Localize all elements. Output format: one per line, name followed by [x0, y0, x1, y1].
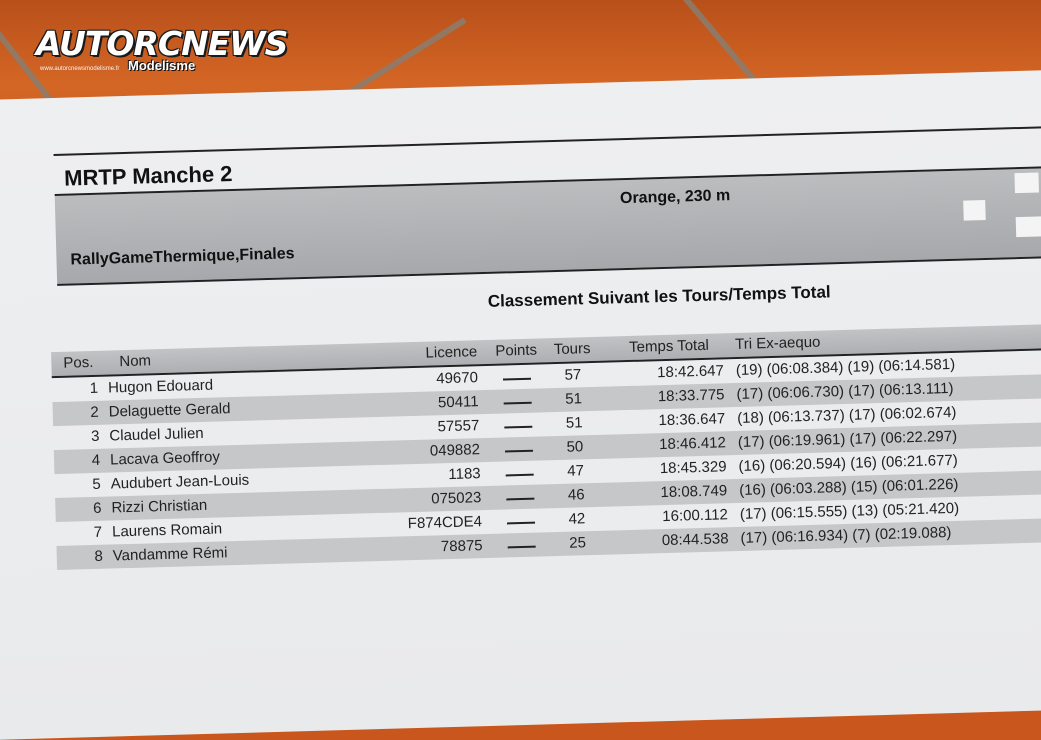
watermark-logo	[36, 24, 288, 79]
row-points-blank	[496, 511, 546, 529]
row-licence: F874CDE4	[407, 513, 483, 533]
row-tri-ex-aequo: (17) (06:16.934) (7) (02:19.088)	[740, 524, 952, 547]
row-licence: 1183	[448, 465, 481, 484]
row-tours: 51	[565, 414, 583, 432]
row-tri-ex-aequo: (17) (06:06.730) (17) (06:13.111)	[736, 379, 954, 403]
row-temps-total: 16:00.112	[662, 506, 729, 526]
row-points-blank	[493, 415, 543, 433]
row-tours: 46	[567, 486, 585, 504]
row-points-blank	[492, 367, 542, 385]
top-rule	[54, 124, 1041, 156]
results-table	[51, 322, 1041, 570]
row-pos: 3	[90, 427, 100, 446]
row-temps-total: 18:45.329	[659, 458, 727, 478]
row-tri-ex-aequo: (19) (06:08.384) (19) (06:14.581)	[735, 355, 956, 379]
row-points-blank	[494, 463, 544, 481]
row-points-blank	[496, 535, 546, 553]
row-tri-ex-aequo: (18) (06:13.737) (17) (06:02.674)	[736, 403, 957, 427]
row-pos: 2	[90, 403, 100, 422]
decorative-square	[963, 200, 986, 221]
race-location: Orange, 230 m	[619, 187, 731, 208]
row-tri-ex-aequo: (17) (06:15.555) (13) (05:21.420)	[739, 499, 960, 523]
row-pos: 8	[94, 547, 104, 565]
row-nom: Audubert Jean-Louis	[110, 471, 250, 493]
results-sheet	[0, 69, 1041, 740]
row-pos: 5	[92, 475, 102, 494]
row-licence: 075023	[431, 489, 482, 508]
row-pos: 6	[92, 499, 102, 517]
row-tours: 25	[569, 534, 587, 552]
watermark-brand: AUTORCNEWS	[36, 24, 288, 63]
row-licence: 049882	[429, 441, 481, 460]
row-temps-total: 18:46.412	[658, 434, 727, 454]
row-nom: Hugon Edouard	[107, 376, 214, 397]
header-temps-total: Temps Total	[628, 336, 710, 356]
header-pos: Pos.	[63, 353, 94, 372]
row-tri-ex-aequo: (17) (06:19.961) (17) (06:22.297)	[737, 427, 958, 451]
results-document	[54, 123, 1041, 565]
row-temps-total: 18:08.749	[660, 482, 728, 502]
header-licence: Licence	[425, 343, 478, 362]
row-tours: 47	[567, 462, 585, 480]
row-pos: 4	[91, 451, 101, 470]
row-nom: Vandamme Rémi	[112, 544, 228, 565]
header-points: Points	[495, 341, 538, 360]
row-temps-total: 18:36.647	[658, 410, 726, 430]
row-temps-total: 18:33.775	[657, 386, 725, 406]
header-nom: Nom	[119, 352, 152, 371]
row-points-blank	[495, 487, 545, 505]
row-points-blank	[494, 439, 544, 457]
row-licence: 50411	[437, 393, 479, 412]
row-licence: 78875	[440, 537, 483, 556]
row-nom: Rizzi Christian	[111, 496, 208, 517]
row-temps-total: 08:44.538	[661, 530, 729, 550]
row-nom: Claudel Julien	[109, 424, 204, 445]
sheet-title: MRTP Manche 2	[63, 160, 233, 191]
race-category: RallyGameThermique,Finales	[70, 245, 295, 269]
row-tours: 57	[564, 366, 582, 384]
row-temps-total: 18:42.647	[656, 362, 725, 382]
header-tours: Tours	[553, 340, 591, 359]
watermark-url: www.autorcnewsmodelisme.fr	[40, 66, 120, 72]
row-pos: 7	[93, 523, 103, 541]
row-licence: 57557	[437, 417, 480, 436]
row-tri-ex-aequo: (16) (06:20.594) (16) (06:21.677)	[738, 451, 958, 475]
header-tri-ex-aequo: Tri Ex-aequo	[734, 333, 821, 354]
row-pos: 1	[89, 379, 99, 398]
row-points-blank	[492, 391, 542, 409]
row-tours: 51	[565, 390, 583, 408]
row-tours: 42	[568, 510, 586, 528]
ranking-subtitle: Classement Suivant les Tours/Temps Total	[487, 282, 831, 311]
watermark-sub: Modelisme	[128, 58, 196, 73]
row-tours: 50	[566, 438, 584, 456]
decorative-square	[1014, 172, 1039, 193]
row-nom: Laurens Romain	[111, 520, 223, 541]
row-tri-ex-aequo: (16) (06:03.288) (15) (06:01.226)	[738, 475, 959, 499]
row-nom: Delaguette Gerald	[108, 400, 231, 421]
row-nom: Lacava Geoffroy	[109, 448, 221, 469]
decorative-square	[1016, 216, 1041, 237]
row-licence: 49670	[436, 369, 479, 388]
